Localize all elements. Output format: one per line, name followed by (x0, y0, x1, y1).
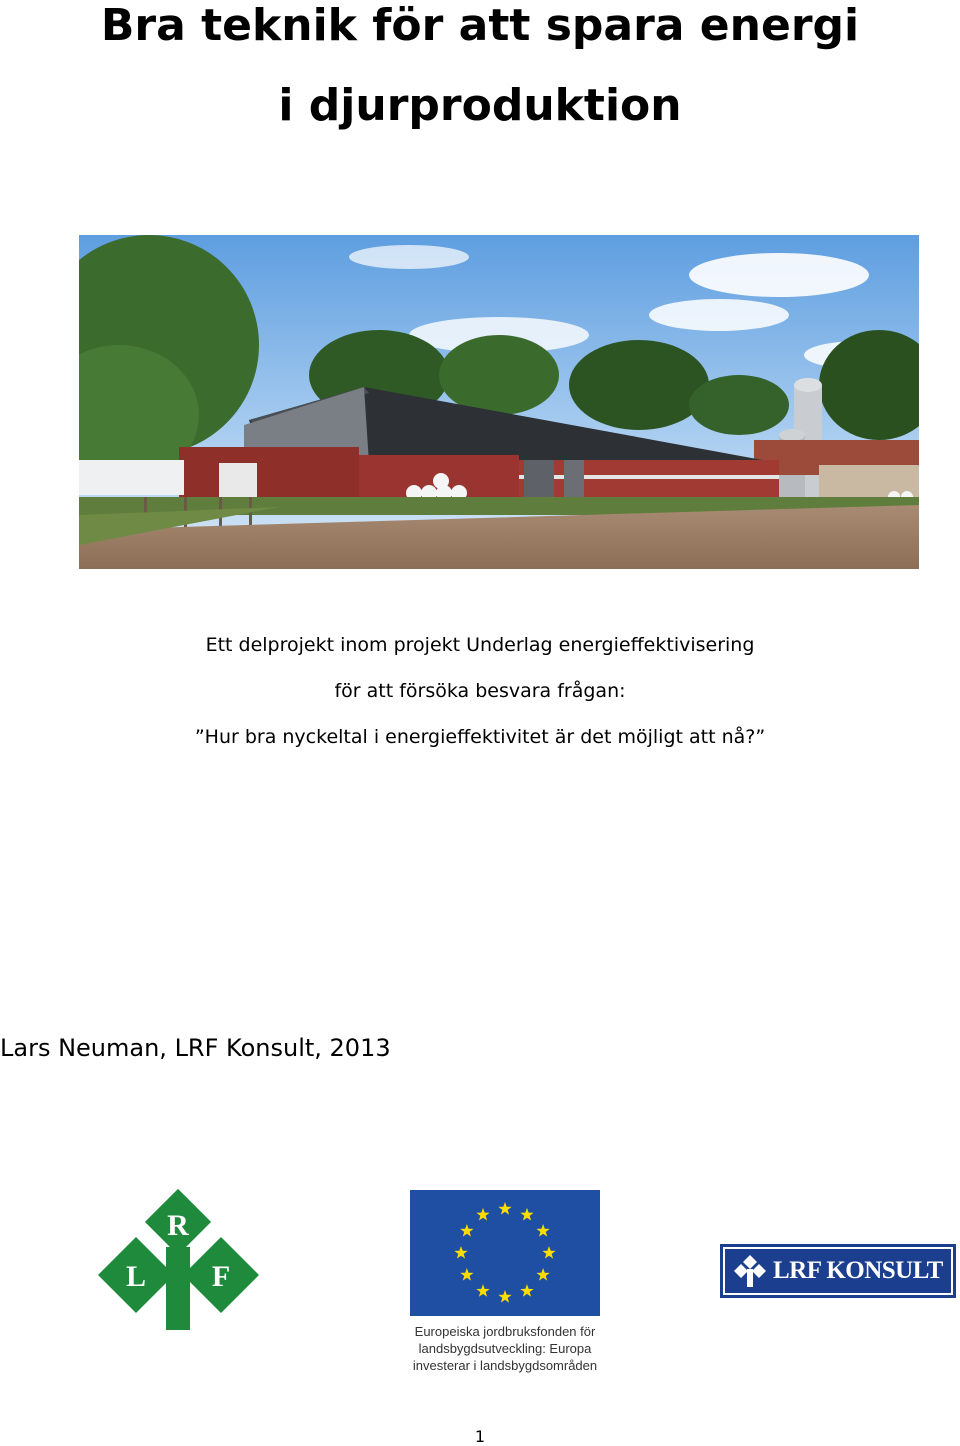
lrf-konsult-text: LRF KONSULT (773, 1257, 943, 1284)
eu-caption-line-2: landsbygdsutveckling: Europa (418, 1341, 592, 1356)
lrf-letter-r: R (167, 1209, 189, 1242)
author-line: Lars Neuman, LRF Konsult, 2013 (0, 1034, 391, 1062)
lrf-letter-l: L (125, 1260, 147, 1293)
subtitle-line-1: Ett delprojekt inom projekt Underlag energieffektivisering (205, 634, 755, 656)
document-title-line-1: Bra teknik för att spara energi (100, 0, 860, 51)
subtitle-line-3: ”Hur bra nyckeltal i energieffektivitet är det möjligt att nå?” (194, 726, 766, 748)
diamond-cross-icon (733, 1254, 767, 1288)
lrf-logo (96, 1187, 261, 1332)
farm-barn-photo (79, 235, 919, 569)
eu-caption-line-1: Europeiska jordbruksfonden för (414, 1324, 596, 1339)
document-title-line-2: i djurproduktion (278, 80, 682, 131)
lrf-konsult-logo (720, 1244, 956, 1298)
page-number: 1 (474, 1427, 486, 1446)
lrf-letter-f: F (211, 1260, 231, 1293)
subtitle-line-2: för att försöka besvara frågan: (334, 680, 626, 702)
eu-flag-logo (410, 1190, 600, 1316)
eu-caption-line-3: investerar i landsbygdsområden (412, 1358, 598, 1373)
eu-caption (390, 1323, 620, 1374)
